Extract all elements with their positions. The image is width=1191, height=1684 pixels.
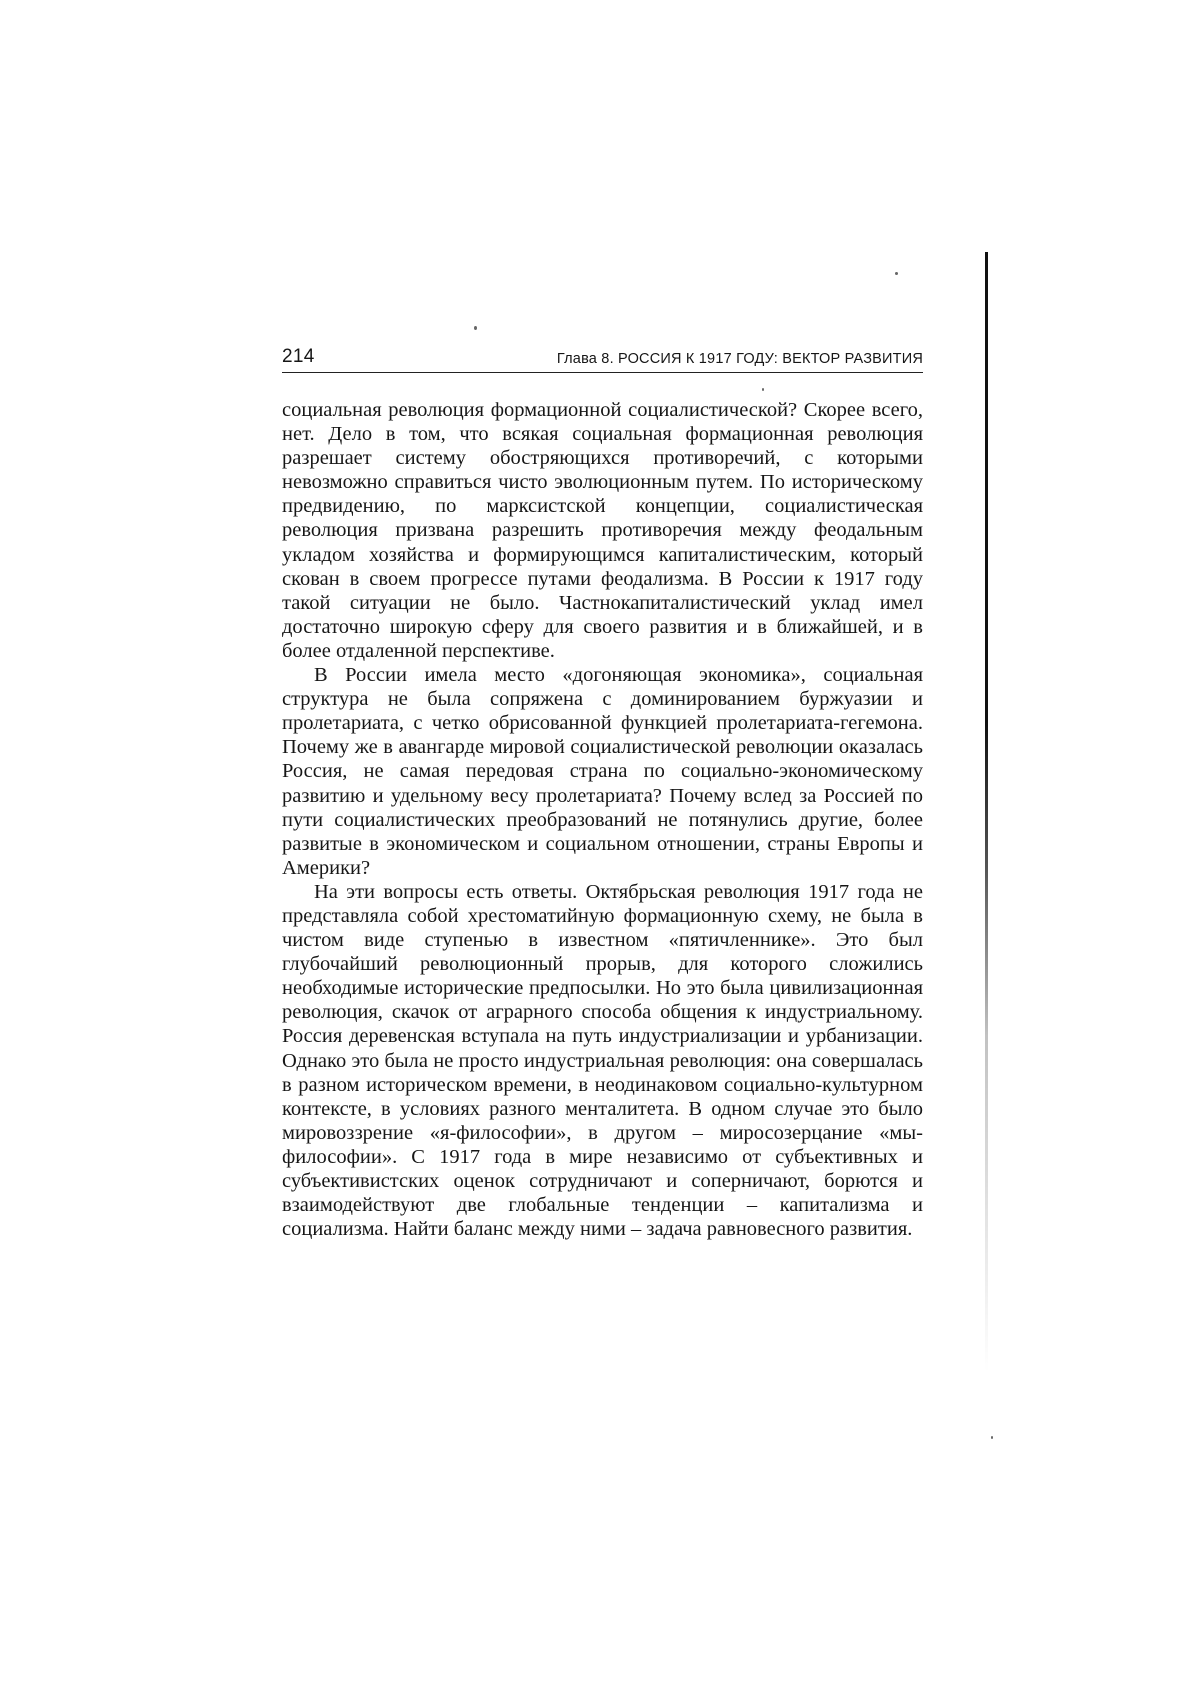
running-title: Глава 8. РОССИЯ К 1917 ГОДУ: ВЕКТОР РАЗВИТИЯ xyxy=(556,351,923,367)
paragraph-1: социальная революция формационной социалистической? Скорее всего, нет. Дело в том, что всякая социальная формационная революция разрешает систему обостряющихся противоречий, с которыми невозможно справиться чисто эволюционным путем. По историческому предвидению, по марксистской концепции, социалистическая революция призвана разрешить противоречия между феодальным укладом хозяйства и формирующимся капиталистическим, который скован в своем прогрессе путами феодализма. В России к 1917 году такой ситуации не было. Частнокапиталистический уклад имел достаточно широкую сферу для своего развития и в ближайшей, и в более отдаленной перспективе. xyxy=(282,399,923,662)
scan-speck xyxy=(762,388,764,391)
paragraph-3: На эти вопросы есть ответы. Октябрьская революция 1917 года не представляла собой хрестоматийную формационную схему, не была в чистом виде ступенью в известном «пятичленнике». Это был глубочайший революционный прорыв, для которого сложились необходимые исторические предпосылки. Но это была цивилизационная революция, скачок от аграрного способа общения к индустриальному. Россия деревенская вступала на путь индустриализации и урбанизации. Однако это была не просто индустриальная революция: она совершалась в разном историческом времени, в неодинаковом социально-культурном контексте, в условиях разного менталитета. В одном случае это было мировоззрение «я-философии», в другом – миросозерцание «мы-философии». С 1917 года в мире независимо от субъективных и субъективистских оценок сотрудничают и соперничают, борются и взаимодействуют две глобальные тенденции – капитализма и социализма. Найти баланс между ними – задача равновесного развития. xyxy=(282,880,923,1241)
body-text xyxy=(282,398,923,1241)
paragraph-2: В России имела место «догоняющая экономика», социальная структура не была сопряжена с доминированием буржуазии и пролетариата, с четко обрисованной функцией пролетариата-гегемона. Почему же в авангарде мировой социалистической революции оказалась Россия, не самая передовая страна по социально-экономическому развитию и удельному весу пролетариата? Почему вслед за Россией по пути социалистических преобразований не потянулись другие, более развитые в экономическом и социальном отношении, страны Европы и Америки? xyxy=(282,664,923,879)
scan-speck xyxy=(991,1436,993,1439)
scan-speck xyxy=(895,272,898,275)
page-header xyxy=(282,342,923,373)
scan-page-edge xyxy=(985,252,988,1372)
page-number: 214 xyxy=(282,346,315,367)
scan-speck xyxy=(474,326,477,330)
